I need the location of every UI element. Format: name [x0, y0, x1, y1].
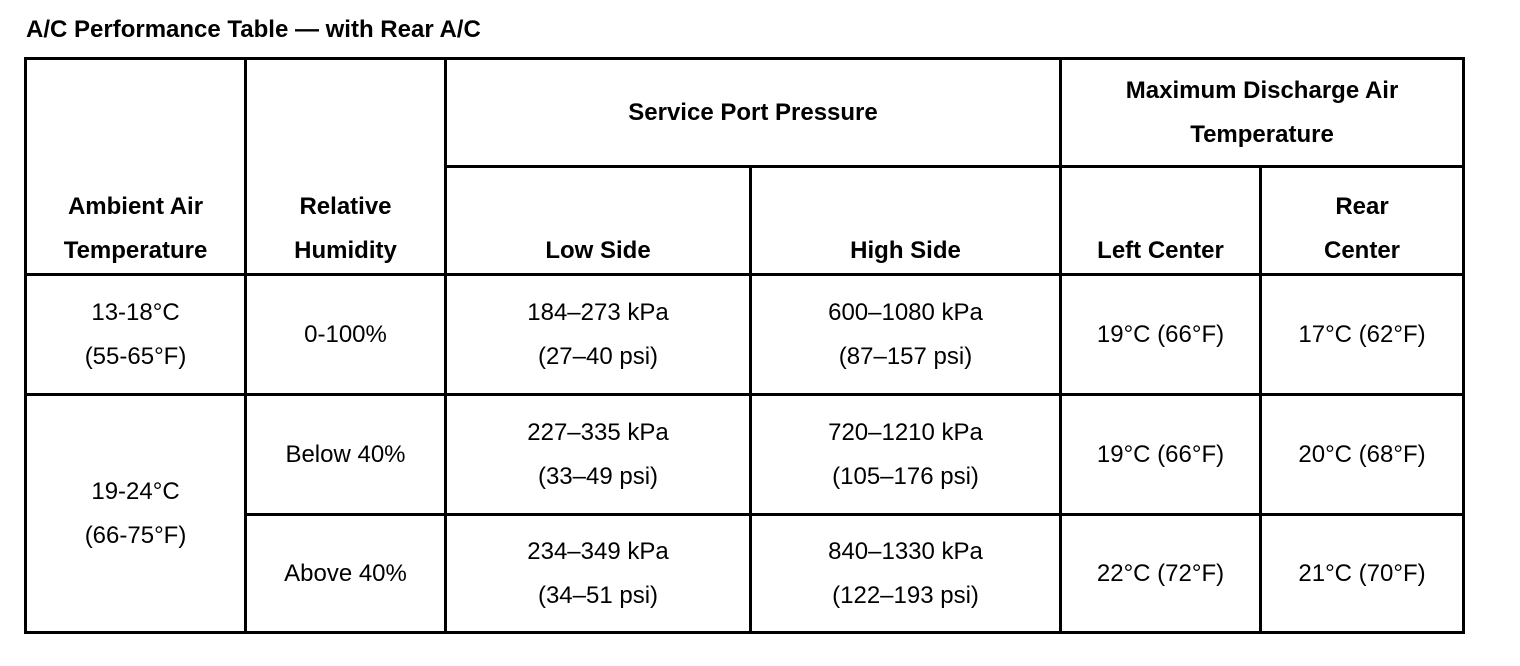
header-relative-humidity: Relative Humidity	[246, 59, 446, 275]
low-side-cell: 227–335 kPa (33–49 psi)	[446, 395, 751, 515]
high-side-cell: 600–1080 kPa (87–157 psi)	[751, 275, 1061, 395]
table-title: A/C Performance Table — with Rear A/C	[26, 16, 481, 43]
high-side-cell: 840–1330 kPa (122–193 psi)	[751, 515, 1061, 633]
table-row	[26, 275, 1464, 395]
header-ambient-air-temperature: Ambient Air Temperature	[26, 59, 246, 275]
header-rear-center: Rear Center	[1261, 167, 1464, 275]
ambient-cell: 13-18°C (55-65°F)	[26, 275, 246, 395]
header-left-center: Left Center	[1061, 167, 1261, 275]
left-center-cell: 19°C (66°F)	[1061, 275, 1261, 395]
rear-center-cell: 20°C (68°F)	[1261, 395, 1464, 515]
humidity-cell: 0-100%	[246, 275, 446, 395]
header-low-side: Low Side	[446, 167, 751, 275]
header-service-port-pressure: Service Port Pressure	[446, 59, 1061, 167]
ac-performance-table	[24, 57, 1465, 634]
humidity-cell: Above 40%	[246, 515, 446, 633]
rear-center-cell: 21°C (70°F)	[1261, 515, 1464, 633]
low-side-cell: 184–273 kPa (27–40 psi)	[446, 275, 751, 395]
header-row-1	[26, 59, 1464, 167]
rear-center-cell: 17°C (62°F)	[1261, 275, 1464, 395]
table-row	[26, 395, 1464, 515]
ambient-cell: 19-24°C (66-75°F)	[26, 395, 246, 633]
left-center-cell: 19°C (66°F)	[1061, 395, 1261, 515]
header-high-side: High Side	[751, 167, 1061, 275]
low-side-cell: 234–349 kPa (34–51 psi)	[446, 515, 751, 633]
humidity-cell: Below 40%	[246, 395, 446, 515]
left-center-cell: 22°C (72°F)	[1061, 515, 1261, 633]
header-maximum-discharge-air-temperature: Maximum Discharge Air Temperature	[1061, 59, 1464, 167]
high-side-cell: 720–1210 kPa (105–176 psi)	[751, 395, 1061, 515]
